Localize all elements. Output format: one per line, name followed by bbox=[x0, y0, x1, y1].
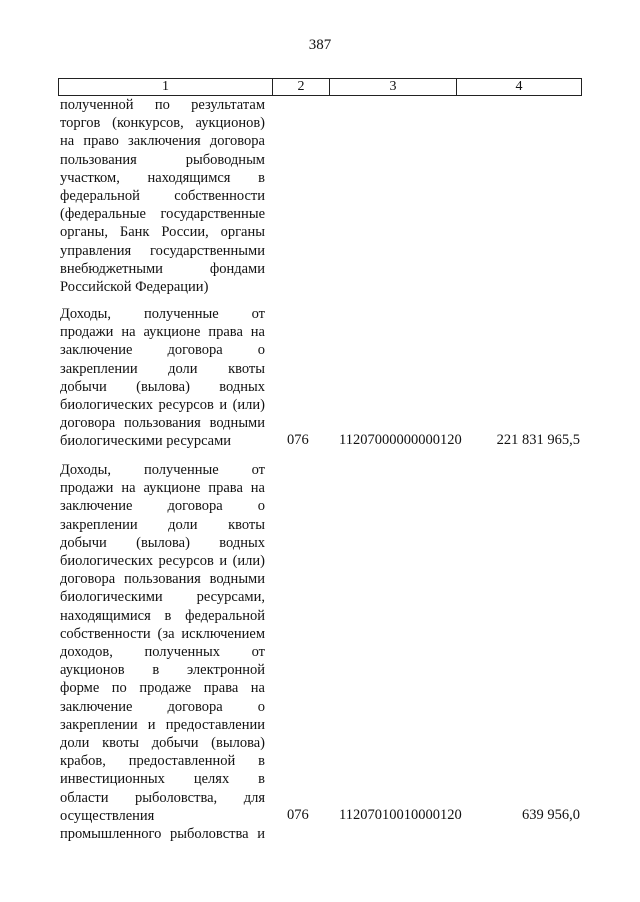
page-number: 387 bbox=[308, 37, 332, 53]
amount-value: 221 831 965,5 bbox=[496, 432, 580, 448]
description-line: Российской Федерации) bbox=[60, 279, 209, 296]
description-line: договора пользования водными bbox=[60, 571, 265, 588]
budget-classification-code: 11207010010000120 bbox=[339, 807, 462, 823]
description-line: доходов, полученных от bbox=[60, 644, 265, 661]
column-header-2: 2 bbox=[273, 79, 330, 95]
description-line: продажи на аукционе права на bbox=[60, 324, 265, 341]
description-line: участком, находящимся в bbox=[60, 169, 265, 186]
description-line: биологическими ресурсами, bbox=[60, 589, 265, 606]
budget-classification-code: 11207000000000120 bbox=[339, 432, 462, 448]
description-line: внебюджетными фондами bbox=[60, 260, 265, 277]
table-header-row bbox=[58, 78, 582, 96]
description-line: договора пользования водными bbox=[60, 415, 265, 432]
admin-code: 076 bbox=[287, 432, 309, 448]
description-line: инвестиционных целях в bbox=[60, 771, 265, 788]
column-header-3: 3 bbox=[330, 79, 457, 95]
description-line: закреплении и предоставлении bbox=[60, 716, 265, 733]
admin-code: 076 bbox=[287, 807, 309, 823]
description-line: (федеральные государственные bbox=[60, 206, 265, 223]
description-line: управления государственными bbox=[60, 242, 265, 259]
row-description bbox=[60, 461, 265, 843]
column-header-1: 1 bbox=[59, 79, 273, 95]
description-line: торгов (конкурсов, аукционов) bbox=[60, 115, 265, 132]
description-line: заключение договора о bbox=[60, 498, 265, 515]
description-line: полученной по результатам bbox=[60, 97, 265, 113]
row-description bbox=[60, 305, 265, 451]
description-line: на право заключения договора bbox=[60, 133, 265, 150]
description-line: находящимися в федеральной bbox=[60, 607, 265, 624]
description-line: области рыболовства, для bbox=[60, 789, 265, 806]
description-line: Доходы, полученные от bbox=[60, 462, 265, 478]
amount-value: 639 956,0 bbox=[522, 807, 580, 823]
description-line: добычи (вылова) водных bbox=[60, 378, 265, 395]
description-line: аукционов в электронной bbox=[60, 662, 265, 679]
description-line: федеральной собственности bbox=[60, 188, 265, 205]
description-line: промышленного рыболовства и bbox=[60, 826, 265, 843]
description-line: заключение договора о bbox=[60, 342, 265, 359]
description-line: биологическими ресурсами bbox=[60, 433, 232, 450]
description-line: закреплении доли квоты bbox=[60, 360, 265, 377]
description-line: заключение договора о bbox=[60, 698, 265, 715]
row-description bbox=[60, 96, 265, 296]
description-line: продажи на аукционе права на bbox=[60, 480, 265, 497]
description-line: органы, Банк России, органы bbox=[60, 224, 265, 241]
description-line: крабов, предоставленной в bbox=[60, 753, 265, 770]
description-line: форме по продаже права на bbox=[60, 680, 265, 697]
column-header-4: 4 bbox=[515, 79, 523, 94]
description-line: доли квоты добычи (вылова) bbox=[60, 735, 265, 752]
description-line: добычи (вылова) водных bbox=[60, 534, 265, 551]
description-line: закреплении доли квоты bbox=[60, 516, 265, 533]
description-line: биологических ресурсов и (или) bbox=[60, 553, 265, 570]
description-line: собственности (за исключением bbox=[60, 625, 265, 642]
description-line: пользования рыбоводным bbox=[60, 151, 265, 168]
description-line: осуществления bbox=[60, 807, 155, 824]
description-line: Доходы, полученные от bbox=[60, 306, 265, 322]
description-line: биологических ресурсов и (или) bbox=[60, 397, 265, 414]
